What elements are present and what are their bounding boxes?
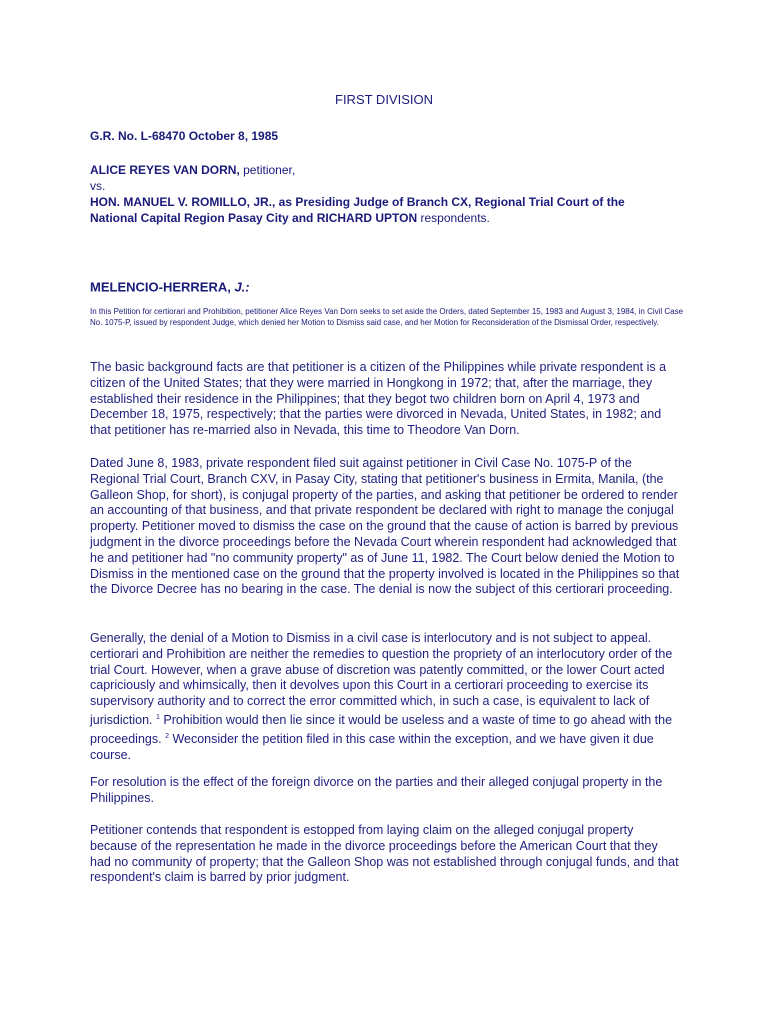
case-number: G.R. No. L-68470 October 8, 1985: [90, 129, 279, 143]
division-title: FIRST DIVISION: [335, 92, 433, 107]
paragraph-interlocutory: [90, 631, 680, 764]
paragraph-background-facts: The basic background facts are that petitioner is a citizen of the Philippines while private respondent is a citizen of the United States; that they were married in Hongkong in 1972; that, after the marriage, they established their residence in the Philippines; that they begot two children born on April 4, 1973 and December 18, 1975, respectively; that the parties were divorced in Nevada, United States, in 1982; and that petitioner has re-married also in Nevada, this time to Theodore Van Dorn.: [90, 360, 667, 438]
paragraph-civil-case: Dated June 8, 1983, private respondent filed suit against petitioner in Civil Case No. 1075-P of the Regional Trial Court, Branch CXV, in Pasay City, stating that petitioner's business in Ermita, Manila, (the Galleon Shop, for short), is conjugal property of the parties, and asking that petitioner be ordered to render an accounting of that business, and that private respondent be declared with right to manage the conjugal property. Petitioner moved to dismiss the case on the ground that the cause of action is barred by previous judgment in the divorce proceedings before the Nevada Court wherein respondent had acknowledged that he and petitioner had "no community property" as of June 11, 1982. The Court below denied the Motion to Dismiss in the mentioned case on the ground that the property involved is located in the Philippines so that the Divorce Decree has no bearing in the case. The denial is now the subject of this certiorari proceeding.: [90, 456, 680, 597]
ponente-name: MELENCIO-HERRERA,: [90, 279, 235, 295]
petitioner-name: ALICE REYES VAN DORN,: [90, 163, 240, 177]
ponente-title: J.:: [234, 279, 250, 295]
paragraph-petitioner-contention: Petitioner contends that respondent is estopped from laying claim on the alleged conjugal property because of the representation he made in the divorce proceedings before the American Court that they had no community of property; that the Galleon Shop was not established through conjugal funds, and that respondent's claim is barred by prior judgment.: [90, 823, 679, 885]
respondent-name: HON. MANUEL V. ROMILLO, JR., as Presiding Judge of Branch CX, Regional Trial Court of the National Capital Region Pasay City and RICHARD UPTON: [90, 195, 625, 225]
paragraph-resolution: For resolution is the effect of the foreign divorce on the parties and their alleged conjugal property in the Philippines.: [90, 775, 663, 805]
ponente: [90, 276, 670, 295]
paragraph-text: Weconsider the petition filed in this case within the exception, and we have given it due course.: [90, 732, 654, 762]
footnote-link-2[interactable]: 2: [165, 732, 169, 740]
paragraph-text: Prohibition would then lie since it would be useless and a waste of time to go ahead with the proceedings.: [90, 713, 673, 747]
paragraph-text: Generally, the denial of a Motion to Dismiss in a civil case is interlocutory and is not subject to appeal. certiorari and Prohibition are neither the remedies to question the propriety of an interlocutory order of the trial Court. However, when a grave abuse of discretion was patently committed, or the lower Court acted capriciously and whimsically, then it devolves upon this Court in a certiorari proceeding to exercise its supervisory authority and to correct the error committed which, in such a case, is equivalent to lack of jurisdiction.: [90, 631, 673, 728]
footnote-link-1[interactable]: 1: [156, 713, 160, 721]
versus-label: vs.: [90, 179, 106, 193]
respondent-role: respondents.: [417, 211, 490, 225]
case-caption: [90, 162, 670, 226]
petitioner-role: petitioner,: [239, 163, 296, 177]
petition-summary: In this Petition for certiorari and Prohibition, petitioner Alice Reyes Van Dorn seeks to set aside the Orders, dated September 15, 1983 and August 3, 1984, in Civil Case No. 1075-P, issued by respondent Judge, which denied her Motion to Dismiss said case, and her Motion for Reconsideration of the Dismissal Order, respectively.: [90, 307, 684, 327]
